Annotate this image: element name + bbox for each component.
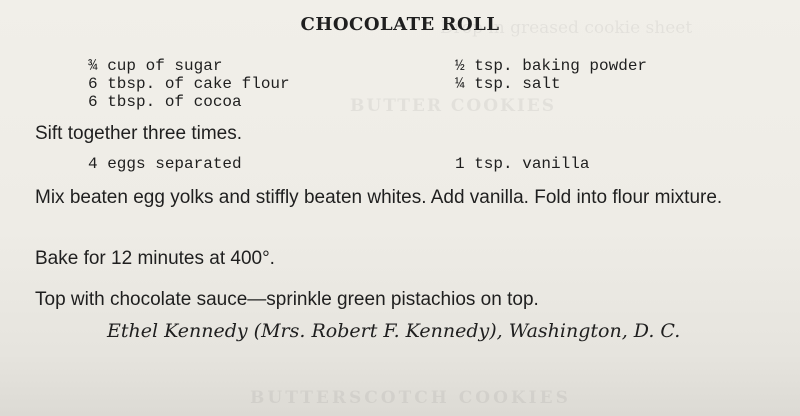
bleed-through-text: BUTTERSCOTCH COOKIES bbox=[250, 388, 571, 408]
recipe-title: CHOCOLATE ROLL bbox=[300, 14, 500, 35]
bleed-through-text: BUTTER COOKIES bbox=[350, 96, 557, 116]
instruction-step: Sift together three times. bbox=[35, 123, 242, 144]
ingredients-right bbox=[455, 57, 647, 93]
ingredients-left bbox=[88, 57, 290, 111]
bleed-through-text: Drop in greased cookie sheet bbox=[440, 18, 693, 38]
instruction-step: Top with chocolate sauce—sprinkle green pistachios on top. bbox=[35, 289, 539, 310]
instruction-step: Mix beaten egg yolks and stiffly beaten whites. Add vanilla. Fold into flour mixture. bbox=[35, 187, 723, 208]
recipe-attribution: Ethel Kennedy (Mrs. Robert F. Kennedy), Washington, D. C. bbox=[107, 320, 681, 342]
ingredient-item: ½ tsp. baking powder bbox=[455, 57, 648, 75]
ingredient-item: 6 tbsp. of cake flour bbox=[88, 75, 290, 93]
ingredient-item: ¾ cup of sugar bbox=[88, 57, 223, 75]
ingredient-item: ¼ tsp. salt bbox=[455, 75, 561, 93]
ingredient-item: 4 eggs separated bbox=[88, 155, 242, 173]
instruction-step: Bake for 12 minutes at 400°. bbox=[35, 248, 275, 269]
ingredient-item: 6 tbsp. of cocoa bbox=[88, 93, 242, 111]
ingredient-item: 1 tsp. vanilla bbox=[455, 155, 590, 173]
